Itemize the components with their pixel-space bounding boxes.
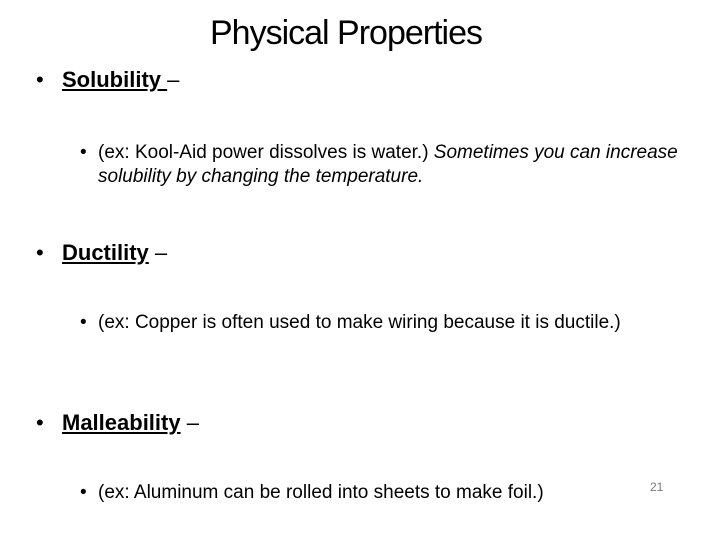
example-plain-text: (ex: Kool-Aid power dissolves is water.) <box>98 142 434 163</box>
term-dash: – <box>167 67 180 92</box>
example-malleability <box>80 481 660 505</box>
sub-bullet-dot: • <box>80 142 87 163</box>
term-solubility: Solubility <box>62 67 168 92</box>
page-number: 21 <box>650 480 664 494</box>
example-solubility <box>80 141 700 189</box>
bullet-ductility <box>36 240 167 266</box>
example-text: (ex: Aluminum can be rolled into sheets to make foil.) <box>98 482 544 503</box>
example-text: (ex: Copper is often used to make wiring because it is ductile.) <box>98 312 621 333</box>
slide-title: Physical Properties <box>210 14 483 52</box>
term-malleability: Malleability <box>62 410 181 435</box>
sub-bullet-dot: • <box>80 312 87 333</box>
term-dash: – <box>148 240 168 265</box>
term-dash: – <box>180 410 199 435</box>
example-text <box>98 141 700 189</box>
bullet-dot: • <box>36 410 44 435</box>
sub-bullet-dot: • <box>80 482 87 503</box>
example-ductility <box>80 311 700 335</box>
example-italic-text: Sometimes you can increase solubility by changing the temperature. <box>98 142 678 187</box>
bullet-malleability <box>36 410 199 436</box>
bullet-solubility <box>36 67 179 93</box>
term-ductility: Ductility <box>62 240 149 265</box>
bullet-dot: • <box>36 67 44 92</box>
bullet-dot: • <box>36 240 44 265</box>
